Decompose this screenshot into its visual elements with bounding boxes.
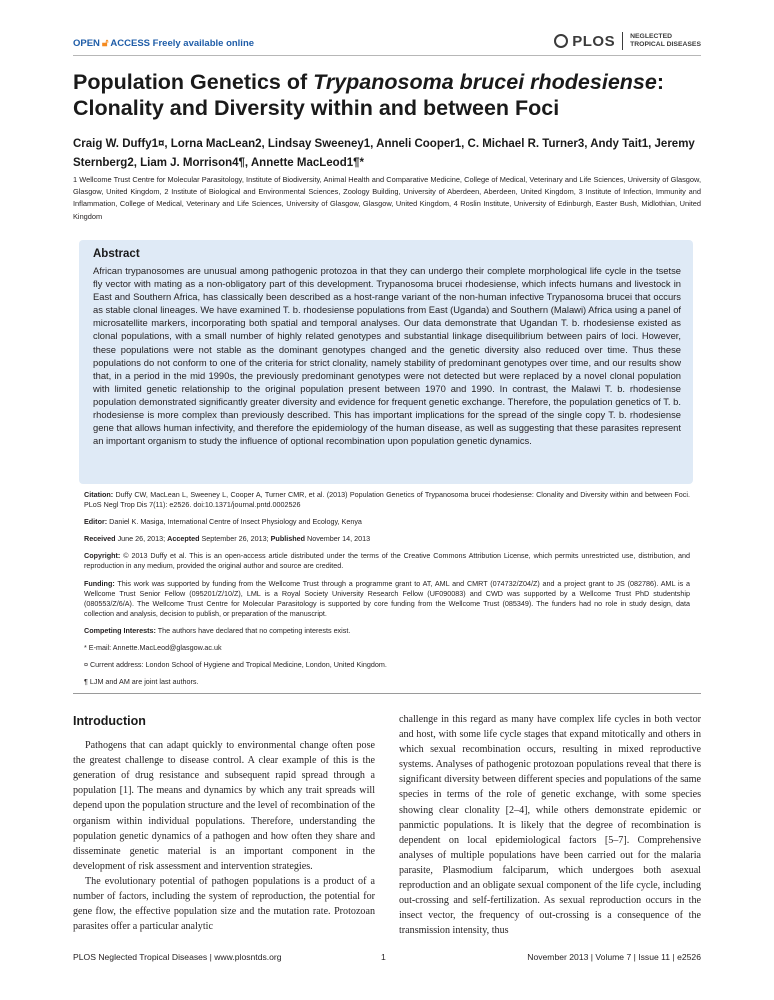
- citation-block: [84, 490, 690, 510]
- footer-issue: November 2013 | Volume 7 | Issue 11 | e2526: [527, 952, 701, 962]
- intro-paragraph-continued: challenge in this regard as many have complex life cycles in both vector and host, with some life cycle stages that expand mitotically and others in which sexual recombination occurs, resulting in mixed reproductive systems. Analyses of pathogenic protozoan populations reveal that there is significant diversity between different species and populations of the same species in terms of the role of genetic exchange, with some species showing clear clonality [2–4], while others demonstrate epidemic or panmictic populations. It is likely that the degree of recombination is dependent on local epidemiological factors [5–7]. Comprehensive analyses of multiple populations have been carried out for the malaria parasite, Plasmodium falciparum, which undergoes both asexual reproduction and an obligate sexual component of the life cycle, including out-crossing and self-fertilization. As sexual reproduction occurs in the insect vector, the frequency of out-crossing is a consequence of the transmission intensity, thus: [399, 714, 701, 937]
- funding-block: [84, 579, 690, 619]
- received-label: Received: [84, 534, 116, 544]
- plos-wordmark: PLOS: [572, 32, 616, 50]
- introduction-heading: Introduction: [73, 714, 146, 728]
- email-line[interactable]: * E-mail: Annette.MacLeod@glasgow.ac.uk: [84, 643, 222, 653]
- intro-paragraph-2: The evolutionary potential of pathogen populations is a product of a number of factors, including the system of reproduction, the potential for gene flow, the effective population size and the mutation rate. Protozoan parasites offer a particular analytic: [73, 875, 375, 933]
- author-list: Craig W. Duffy1¤, Lorna MacLean2, Lindsay Sweeney1, Anneli Cooper1, C. Michael R. Turner3, Andy Tait1, Jeremy Sternberg2, Liam J. Morrison4¶, Annette MacLeod1¶*: [73, 138, 695, 169]
- dates-block: [84, 534, 690, 544]
- journal-name: [630, 33, 701, 49]
- accepted-date: September 26, 2013;: [201, 534, 269, 544]
- footer-journal[interactable]: PLOS Neglected Tropical Diseases | www.plosntds.org: [73, 952, 282, 962]
- page-number: 1: [381, 952, 386, 962]
- body-right-column: [399, 712, 701, 938]
- plos-journal-logo[interactable]: [554, 32, 701, 50]
- title-part2: : Clonality and Diversity within and between Foci: [73, 70, 664, 120]
- copyright-label: Copyright:: [84, 551, 121, 561]
- article-metadata: [84, 490, 690, 694]
- accepted-label: Accepted: [167, 534, 200, 544]
- published-date: November 14, 2013: [307, 534, 371, 544]
- header-divider: [73, 55, 701, 56]
- freely-available-label: Freely available online: [152, 38, 255, 49]
- published-label: Published: [270, 534, 305, 544]
- abstract-heading: Abstract: [93, 248, 140, 260]
- journal-name-line2: TROPICAL DISEASES: [630, 41, 701, 48]
- logo-divider: [622, 32, 623, 50]
- current-address-line: ¤ Current address: London School of Hygiene and Tropical Medicine, London, United Kingdom.: [84, 660, 387, 670]
- affiliations: 1 Wellcome Trust Centre for Molecular Parasitology, Institute of Biodiversity, Animal Health and Comparative Medicine, College of Medical, Veterinary and Life Sciences, University of Glasgow, Glasgow, United Kingdom, 2 Institute of Biological and Environmental Sciences, Zoology Building, University of Aberdeen, Aberdeen, United Kingdom, 3 Institute of Infection, Immunity and Inflammation, College of Medical, Veterinary and Life Sciences, University of Glasgow, Glasgow, United Kingdom, 4 Roslin Institute, University of Edinburgh, Easter Bush, Midlothian, United Kingdom: [73, 175, 701, 221]
- intro-paragraph-1: Pathogens that can adapt quickly to environmental change often pose the greatest challenge to disease control. A clear example of this is the generation of drug resistance and subsequent rapid spread through a population [1]. The means and dynamics by which any trait spreads will depend upon the population structure and the level of recombination of the organism within individual populations. Therefore, understanding the population genetic dynamics of a pathogen and how often they share and disseminate genetic material is an important component in the development of risk assessment and intervention strategies.: [73, 740, 375, 872]
- title-species: Trypanosoma brucei rhodesiense: [313, 70, 657, 94]
- competing-label: Competing Interests:: [84, 625, 156, 635]
- citation-label: Citation:: [84, 490, 114, 499]
- editor-label: Editor:: [84, 517, 108, 527]
- plos-logo-icon: [554, 34, 568, 48]
- title-part1: Population Genetics of: [73, 70, 314, 94]
- competing-text: The authors have declared that no competing interests exist.: [157, 625, 351, 635]
- open-access-lock-icon: 🔓︎: [101, 38, 109, 49]
- journal-name-line1: NEGLECTED: [630, 33, 673, 40]
- abstract-text: African trypanosomes are unusual among pathogenic protozoa in that they can undergo their complete morphological life cycle in the tsetse fly vector with mating as a non-obligatory part of this development. Trypanosoma brucei rhodesiense, which infects humans and livestock in East and Southern Africa, has classically been described as a host-range variant of the non-human infective Trypanosoma brucei that occurs as stable clonal lineages. We have examined T. b. rhodesiense populations from East (Uganda) and Southern (Malawi) Africa using a panel of microsatellite markers, incorporating both spatial and temporal analyses. Our data demonstrate that Ugandan T. b. rhodesiense existed as clonal populations, with a small number of highly related genotypes and substantial linkage disequilibrium between pairs of loci. However, these populations were not stable as the dominant genotypes changed and the genetic diversity also reduced over time. Thus these populations do not conform to one of the criteria for strict clonality, namely stability of predominant genotypes over time, and our results show that, in a period in the mid 1990s, the previously predominant genotypes were not detected but were replaced by a novel clonal population with limited genetic relationship to the original population present between 1970 and 1990. In contrast, the Malawi T. b. rhodesiense population demonstrated significantly greater diversity and evidence for frequent genetic exchange. Therefore, the population genetics of T. b. rhodesiense is more complex than previously described. This has important implications for the spread of the single copy T. b. rhodesiense gene that allows human infectivity, and therefore the epidemiology of the human disease, as well as suggesting that these parasites represent an important organism to study the influence of optional recombination upon population genetic dynamics.: [93, 265, 682, 447]
- open-label: OPEN: [73, 38, 100, 49]
- citation-text: Duffy CW, MacLean L, Sweeney L, Cooper A, Turner CMR, et al. (2013) Population Genetics of Trypanosoma brucei rhodesiense: Clonality and Diversity within and between Foci. PLoS Negl Trop Dis 7(11): e2526. doi:10.1371/journal.pntd.0002526: [84, 490, 690, 510]
- copyright-block: [84, 551, 690, 571]
- joint-last-authors-line: ¶ LJM and AM are joint last authors.: [84, 677, 199, 687]
- copyright-text: © 2013 Duffy et al. This is an open-access article distributed under the terms of the Creative Commons Attribution License, which permits unrestricted use, distribution, and reproduction in any medium, provided the original author and source are credited.: [84, 551, 691, 571]
- access-label: ACCESS: [110, 38, 151, 49]
- metadata-divider: [73, 693, 701, 694]
- body-left-column: [73, 712, 375, 934]
- article-title: [73, 69, 713, 121]
- competing-interests-block: [84, 626, 690, 636]
- editor-text: Daniel K. Masiga, International Centre of Insect Physiology and Ecology, Kenya: [109, 517, 362, 527]
- abstract-section: [93, 248, 681, 447]
- editor-block: [84, 517, 690, 527]
- open-access-banner[interactable]: [73, 38, 254, 49]
- funding-label: Funding:: [84, 578, 115, 588]
- funding-text: This work was supported by funding from the Wellcome Trust through a programme grant to AT, AML and CMRT (074732/Z04/Z) and a project grant to JS (082786). AML is a Wellcome Trust Senior Fellow (095201/Z/10/Z), LML is a Royal Society University Research Fellow (UF090083) and CWD was supported by a Wellcome Trust PhD studentship (080553/Z/6/A). The Wellcome Trust Centre for Molecular Parasitology is supported by core funding from the Wellcome Trust (085349). The funders had no role in study design, data collection and analysis, decision to publish, or preparation of the manuscript.: [84, 578, 690, 618]
- received-date: June 26, 2013;: [117, 534, 166, 544]
